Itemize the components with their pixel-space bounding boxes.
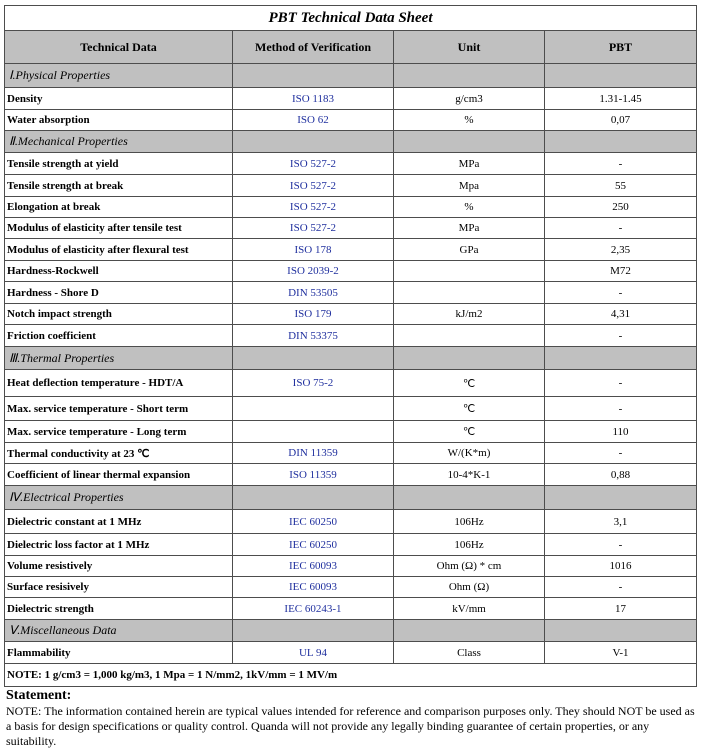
sheet-title: PBT Technical Data Sheet: [268, 9, 433, 26]
row-tensile-yield: [5, 153, 696, 175]
unit-cell: MPa: [394, 153, 545, 174]
value-cell: -: [618, 538, 623, 551]
unit-cell: [394, 282, 545, 303]
section-heading: Ⅴ.Miscellaneous Data: [5, 620, 233, 641]
property-cell: Flammability: [5, 642, 233, 663]
row-service-temp-short: [5, 397, 696, 421]
value-cell: 1016: [609, 560, 632, 572]
value-cell: -: [618, 222, 623, 234]
property-cell: Coefficient of linear thermal expansion: [5, 464, 233, 485]
value-cell: -: [618, 447, 623, 459]
section-filler-cell: [394, 347, 545, 369]
row-dielectric-strength: [5, 598, 696, 620]
method-cell: ISO 527-2: [233, 197, 394, 217]
section-filler-cell: [545, 347, 696, 369]
property-cell: Water absorption: [5, 110, 233, 130]
row-surface-resistivity: [5, 577, 696, 598]
row-thermal-expansion: [5, 464, 696, 486]
unit-cell: MPa: [394, 218, 545, 238]
section-row-electrical: [5, 486, 696, 510]
value-cell: M72: [610, 265, 631, 277]
method-cell: ISO 1183: [233, 88, 394, 109]
method-cell: IEC 60250: [233, 534, 394, 555]
method-cell: DIN 53505: [233, 282, 394, 303]
section-filler-cell: [233, 64, 394, 87]
unit-cell: %: [394, 110, 545, 130]
unit-cell: 106Hz: [394, 534, 545, 555]
unit-cell: ℃: [394, 397, 545, 420]
unit-note-row: [5, 664, 696, 686]
section-filler-cell: [233, 486, 394, 509]
unit-cell: Ohm (Ω) * cm: [394, 556, 545, 576]
method-cell: ISO 2039-2: [233, 261, 394, 281]
unit-cell: g/cm3: [394, 88, 545, 109]
row-notch-impact: [5, 304, 696, 325]
column-header-technical-data: Technical Data: [5, 31, 233, 63]
section-heading: Ⅱ.Mechanical Properties: [5, 131, 233, 152]
unit-cell: Class: [394, 642, 545, 663]
method-cell: [233, 421, 394, 442]
section-filler-cell: [545, 131, 696, 152]
method-cell: ISO 75-2: [233, 370, 394, 396]
value-cell: -: [618, 581, 623, 593]
row-density: [5, 88, 696, 110]
value-cell: 250: [612, 201, 629, 213]
value-cell: V-1: [612, 646, 629, 659]
method-cell: DIN 11359: [233, 443, 394, 463]
section-filler-cell: [545, 64, 696, 87]
value-cell: -: [618, 286, 623, 299]
property-cell: Dielectric loss factor at 1 MHz: [5, 534, 233, 555]
row-modulus-tensile: [5, 218, 696, 239]
section-row-thermal: [5, 347, 696, 370]
property-cell: Heat deflection temperature - HDT/A: [5, 370, 233, 396]
value-cell: -: [618, 329, 623, 342]
method-cell: DIN 53375: [233, 325, 394, 346]
statement-block: [6, 688, 697, 749]
unit-cell: [394, 261, 545, 281]
property-cell: Hardness-Rockwell: [5, 261, 233, 281]
property-cell: Density: [5, 88, 233, 109]
property-cell: Modulus of elasticity after flexural test: [5, 239, 233, 260]
section-heading: Ⅲ.Thermal Properties: [5, 347, 233, 369]
column-header-unit: Unit: [394, 31, 545, 63]
statement-text: NOTE: The information contained herein are typical values intended for reference and comparison purposes only. They should NOT be used as a basis for design specifications or quality control. Quanda will not provide any legally binding guarantee of certain properties, or any suitability.: [6, 704, 695, 748]
method-cell: ISO 62: [233, 110, 394, 130]
value-cell: 0,07: [610, 114, 631, 126]
unit-cell: %: [394, 197, 545, 217]
value-cell: -: [618, 402, 623, 415]
section-filler-cell: [394, 486, 545, 509]
title-row: [5, 6, 696, 31]
method-cell: IEC 60243-1: [233, 598, 394, 619]
method-cell: ISO 527-2: [233, 153, 394, 174]
unit-cell: GPa: [394, 239, 545, 260]
property-cell: Tensile strength at break: [5, 175, 233, 196]
property-cell: Hardness - Shore D: [5, 282, 233, 303]
row-service-temp-long: [5, 421, 696, 443]
unit-cell: 106Hz: [394, 510, 545, 533]
method-cell: IEC 60250: [233, 510, 394, 533]
method-cell: ISO 178: [233, 239, 394, 260]
column-header-method: Method of Verification: [233, 31, 394, 63]
row-water-absorption: [5, 110, 696, 131]
section-filler-cell: [233, 347, 394, 369]
property-cell: Max. service temperature - Short term: [5, 397, 233, 420]
section-filler-cell: [394, 620, 545, 641]
section-filler-cell: [545, 486, 696, 509]
property-cell: Friction coefficient: [5, 325, 233, 346]
row-dielectric-constant: [5, 510, 696, 534]
section-filler-cell: [394, 64, 545, 87]
row-hardness-rockwell: [5, 261, 696, 282]
row-volume-resistivity: [5, 556, 696, 577]
section-heading: Ⅳ.Electrical Properties: [5, 486, 233, 509]
method-cell: [233, 397, 394, 420]
unit-cell: W/(K*m): [394, 443, 545, 463]
property-cell: Notch impact strength: [5, 304, 233, 324]
property-cell: Tensile strength at yield: [5, 153, 233, 174]
property-cell: Volume resistively: [5, 556, 233, 576]
row-dielectric-loss: [5, 534, 696, 556]
unit-cell: kJ/m2: [394, 304, 545, 324]
value-cell: 3,1: [613, 515, 628, 528]
section-row-physical: [5, 64, 696, 88]
method-cell: ISO 11359: [233, 464, 394, 485]
unit-note: NOTE: 1 g/cm3 = 1,000 kg/m3, 1 Mpa = 1 N/mm2, 1kV/mm = 1 MV/m: [7, 669, 338, 681]
property-cell: Dielectric constant at 1 MHz: [5, 510, 233, 533]
row-heat-deflection: [5, 370, 696, 397]
value-cell: -: [618, 377, 623, 389]
section-row-miscellaneous: [5, 620, 696, 642]
row-elongation: [5, 197, 696, 218]
property-cell: Dielectric strength: [5, 598, 233, 619]
value-cell: 55: [615, 179, 626, 192]
method-cell: ISO 179: [233, 304, 394, 324]
statement-heading: Statement:: [6, 688, 72, 703]
method-cell: IEC 60093: [233, 577, 394, 597]
unit-cell: ℃: [394, 370, 545, 396]
value-cell: -: [618, 157, 623, 170]
value-cell: 17: [615, 602, 626, 615]
row-tensile-break: [5, 175, 696, 197]
method-cell: IEC 60093: [233, 556, 394, 576]
unit-cell: kV/mm: [394, 598, 545, 619]
property-cell: Elongation at break: [5, 197, 233, 217]
method-cell: UL 94: [233, 642, 394, 663]
unit-cell: Mpa: [394, 175, 545, 196]
column-header-row: [5, 31, 696, 64]
property-cell: Surface resisively: [5, 577, 233, 597]
property-cell: Max. service temperature - Long term: [5, 421, 233, 442]
column-header-material: PBT: [608, 39, 633, 54]
value-cell: 1.31-1.45: [599, 92, 642, 105]
row-flammability: [5, 642, 696, 664]
property-cell: Thermal conductivity at 23 ℃: [5, 443, 233, 463]
property-cell: Modulus of elasticity after tensile test: [5, 218, 233, 238]
section-filler-cell: [233, 131, 394, 152]
method-cell: ISO 527-2: [233, 218, 394, 238]
section-row-mechanical: [5, 131, 696, 153]
row-modulus-flexural: [5, 239, 696, 261]
unit-cell: ℃: [394, 421, 545, 442]
section-filler-cell: [545, 620, 696, 641]
value-cell: 0,88: [610, 468, 631, 481]
value-cell: 110: [612, 425, 629, 438]
data-sheet-table: [4, 5, 697, 687]
unit-cell: [394, 325, 545, 346]
unit-cell: 10-4*K-1: [394, 464, 545, 485]
method-cell: ISO 527-2: [233, 175, 394, 196]
section-filler-cell: [394, 131, 545, 152]
section-heading: Ⅰ.Physical Properties: [5, 64, 233, 87]
value-cell: 4,31: [610, 308, 631, 320]
section-filler-cell: [233, 620, 394, 641]
value-cell: 2,35: [610, 243, 631, 256]
unit-cell: Ohm (Ω): [394, 577, 545, 597]
row-hardness-shore-d: [5, 282, 696, 304]
row-thermal-conductivity: [5, 443, 696, 464]
row-friction-coefficient: [5, 325, 696, 347]
